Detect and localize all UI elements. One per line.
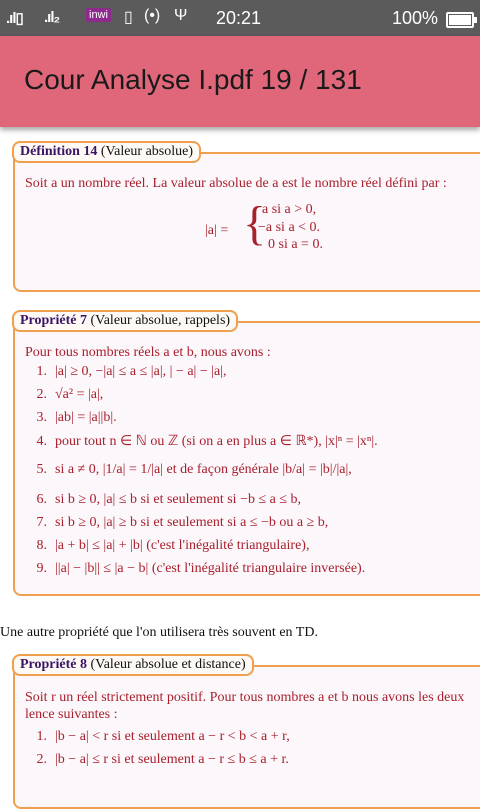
property-8-heading	[12, 654, 254, 676]
list-item: 1. |b − a| < r si et seulement a − r < b < a + r,	[36, 729, 290, 744]
definition-label: Définition 14	[20, 144, 98, 159]
app-toolbar	[0, 36, 480, 127]
property-7-label: Propriété 7	[20, 313, 87, 328]
list-item: 8. |a + b| ≤ |a| + |b| (c'est l'inégalité triangulaire),	[36, 538, 310, 553]
list-item: 2. |b − a| ≤ r si et seulement a − r ≤ b ≤ a + r.	[36, 752, 289, 767]
hotspot-icon: (•)	[144, 7, 161, 24]
list-item: 3. |ab| = |a||b|.	[36, 410, 117, 425]
definition-subtitle: (Valeur absolue)	[100, 144, 194, 159]
list-item: 5. si a ≠ 0, |1/a| = 1/|a| et de façon générale |b/a| = |b|/|a|,	[36, 462, 352, 477]
status-bar	[0, 0, 480, 36]
battery-percent: 100%	[392, 8, 439, 28]
phone-icon: ▯	[124, 9, 133, 26]
list-item: 4. pour tout n ∈ ℕ ou ℤ (si on a en plus a ∈ ℝ*), |x|ⁿ = |xⁿ|.	[36, 434, 378, 449]
list-item: 6. si b ≥ 0, |a| ≤ b si et seulement si −b ≤ a ≤ b,	[36, 492, 302, 507]
property-7-intro: Pour tous nombres réels a et b, nous avons :	[25, 345, 271, 360]
clock: 20:21	[216, 8, 262, 28]
list-item: 7. si b ≥ 0, |a| ≥ b si et seulement si a ≤ −b ou a ≥ b,	[36, 515, 329, 530]
property-8-subtitle: (Valeur absolue et distance)	[90, 657, 246, 672]
case-zero: 0 si a = 0.	[268, 237, 323, 252]
list-item: 2. √a² = |a|,	[36, 387, 104, 402]
case-negative: −a si a < 0.	[258, 220, 321, 235]
document-title[interactable]: Cour Analyse I.pdf 19 / 131	[24, 64, 362, 95]
property-8-intro-1: Soit r un réel strictement positif. Pour tous nombres a et b nous avons les deux	[25, 690, 465, 705]
absolute-value-lhs: |a| =	[205, 223, 229, 238]
signal-icon-2: .ıl₂	[44, 9, 60, 26]
property-7-subtitle: (Valeur absolue, rappels)	[90, 313, 231, 328]
property-8-intro-2: lence suivantes :	[25, 707, 118, 722]
list-item: 9. ||a| − |b|| ≤ |a − b| (c'est l'inégalité triangulaire inversée).	[36, 561, 366, 576]
definition-intro: Soit a un nombre réel. La valeur absolue de a est le nombre réel défini par :	[25, 176, 447, 191]
definition-heading	[12, 141, 201, 163]
carrier-badge: inwi	[86, 8, 111, 22]
usb-icon: Ψ	[174, 7, 188, 24]
case-positive: a si a > 0,	[262, 202, 317, 217]
property-7-box	[13, 321, 480, 596]
body-paragraph: Une autre propriété que l'on utilisera très souvent en TD.	[0, 625, 318, 640]
property-7-heading	[12, 310, 238, 332]
list-item: 1. |a| ≥ 0, −|a| ≤ a ≤ |a|, | − a| − |a|,	[36, 364, 227, 379]
battery-icon	[446, 12, 474, 28]
property-8-label: Propriété 8	[20, 657, 87, 672]
brace: {	[243, 197, 267, 250]
signal-icon: .ıl▯	[6, 10, 23, 27]
